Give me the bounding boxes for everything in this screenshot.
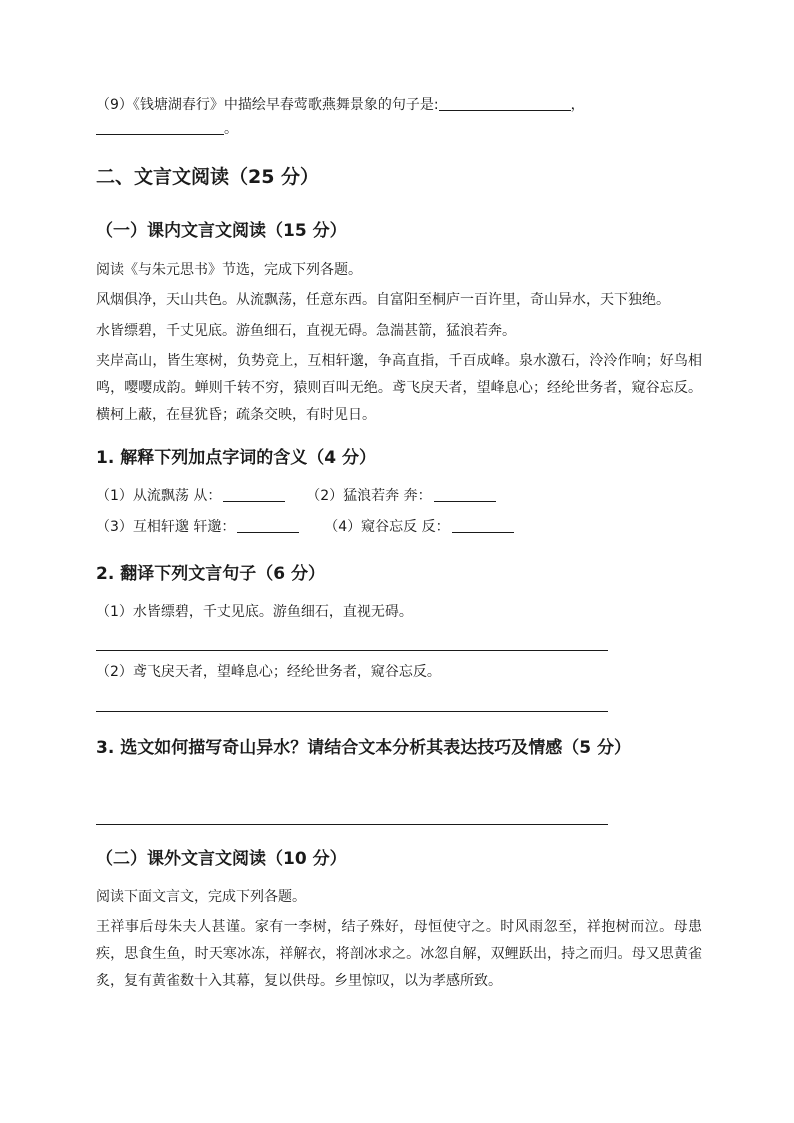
answer-blank[interactable] (223, 487, 285, 502)
part-2-title: （二）课外文言文阅读（10 分） (96, 849, 347, 869)
answer-blank[interactable] (96, 120, 224, 135)
question-1-title: 1. 解释下列加点字词的含义（4 分） (96, 448, 376, 468)
answer-line[interactable] (96, 650, 608, 651)
answer-blank[interactable] (237, 518, 299, 533)
passage-paragraph: 王祥事后母朱夫人甚谨。家有一李树，结子殊好，母恒使守之。时风雨忽至，祥抱树而泣。母患疾，思食生鱼，时天寒冰冻，祥解衣，将剖冰求之。冰忽自解，双鲤跃出，持之而归。母又思黄雀炙，复有黄雀数十入其幕，复以供母。乡里惊叹，以为孝感所致。 (96, 919, 702, 989)
part-1-title: （一）课内文言文阅读（15 分） (96, 221, 347, 241)
passage-paragraph-3: 夹岸高山，皆生寒树，负势竞上，互相轩邈，争高直指，千百成峰。泉水激石，泠泠作响；好鸟相鸣，嘤嘤成韵。蝉则千转不穷，猿则百叫无绝。鸢飞戾天者，望峰息心；经纶世务者，窥谷忘反。横柯上蔽，在昼犹昏；疏条交映，有时见日。 (96, 353, 702, 423)
question-9 (96, 95, 585, 115)
question-1-item-1: （1）从流飘荡 从： (96, 488, 222, 504)
answer-line[interactable] (96, 711, 608, 712)
question-1-row-2 (96, 517, 514, 537)
passage-paragraph-1: 风烟俱净，天山共色。从流飘荡，任意东西。自富阳至桐庐一百许里，奇山异水，天下独绝。 (96, 292, 670, 308)
question-9-line-2 (96, 119, 238, 139)
part-1-intro: 阅读《与朱元思书》节选，完成下列各题。 (96, 262, 362, 278)
question-1-item-2: （2）猛浪若奔 奔： (306, 488, 432, 504)
question-1-item-4: （4）窥谷忘反 反： (324, 519, 450, 535)
passage-paragraph-2: 水皆缥碧，千丈见底。游鱼细石，直视无碍。急湍甚箭，猛浪若奔。 (96, 323, 516, 339)
answer-line[interactable] (96, 824, 608, 825)
question-1-row-1 (96, 486, 496, 506)
question-1-item-3: （3）互相轩邈 轩邈： (96, 519, 236, 535)
question-3-title: 3. 选文如何描写奇山异水？请结合文本分析其表达技巧及情感（5 分） (96, 738, 631, 758)
question-2-item-1: （1）水皆缥碧，千丈见底。游鱼细石，直视无碍。 (96, 604, 413, 620)
answer-blank[interactable] (434, 487, 496, 502)
part-2-intro: 阅读下面文言文，完成下列各题。 (96, 889, 306, 905)
question-9-comma: ， (570, 97, 585, 113)
question-9-end: 。 (224, 121, 238, 137)
answer-blank[interactable] (452, 518, 514, 533)
question-2-item-2: （2）鸢飞戾天者，望峰息心；经纶世务者，窥谷忘反。 (96, 664, 441, 680)
question-2-title: 2. 翻译下列文言句子（6 分） (96, 564, 325, 584)
answer-blank[interactable] (439, 96, 571, 111)
section-title: 二、文言文阅读（25 分） (96, 166, 320, 188)
question-9-text: （9）《钱塘湖春行》中描绘早春莺歌燕舞景象的句子是: (96, 97, 439, 113)
